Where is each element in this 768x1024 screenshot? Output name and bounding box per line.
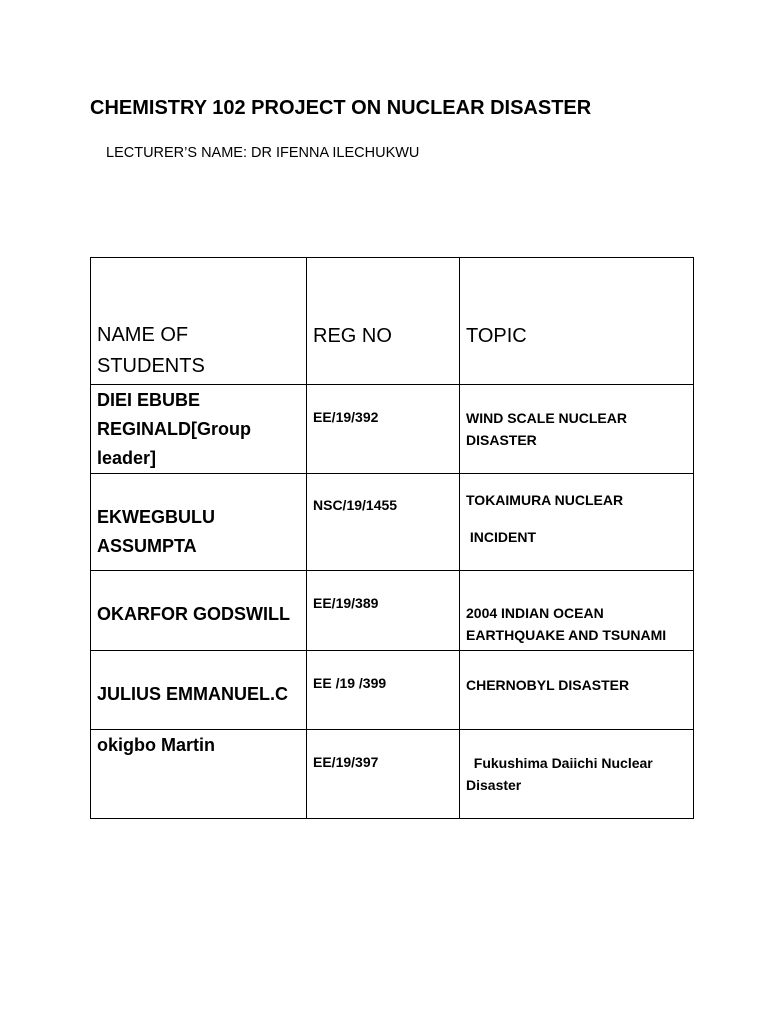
- topic-text-line-2: INCIDENT: [466, 529, 536, 545]
- students-table: [90, 257, 694, 819]
- reg-no-cell: [307, 651, 460, 730]
- student-name: DIEI EBUBE REGINALD[Group leader]: [97, 390, 251, 468]
- reg-no-cell: [307, 730, 460, 819]
- table-row: [91, 651, 694, 730]
- reg-no: NSC/19/1455: [313, 497, 398, 513]
- table-header-row: [91, 258, 694, 385]
- table-row: [91, 571, 694, 651]
- reg-no-cell: [307, 385, 460, 474]
- topic-cell: [460, 571, 694, 651]
- table-row: [91, 730, 694, 819]
- header-reg-no: REG NO: [307, 258, 460, 385]
- student-name-cell: [91, 571, 307, 651]
- reg-no: EE/19/392: [313, 409, 379, 425]
- topic-cell: [460, 385, 694, 474]
- reg-no-cell: [307, 571, 460, 651]
- topic-cell: [460, 651, 694, 730]
- reg-no: EE/19/397: [313, 754, 379, 770]
- topic-text: CHERNOBYL DISASTER: [466, 677, 630, 693]
- student-name: JULIUS EMMANUEL.C: [97, 684, 289, 704]
- reg-no-cell: [307, 474, 460, 571]
- document-title: CHEMISTRY 102 PROJECT ON NUCLEAR DISASTER: [90, 97, 592, 119]
- table-row: [91, 474, 694, 571]
- lecturer-name: LECTURER’S NAME: DR IFENNA ILECHUKWU: [106, 145, 420, 161]
- student-name-cell: [91, 474, 307, 571]
- topic-cell: [460, 474, 694, 571]
- student-name-cell: [91, 651, 307, 730]
- reg-no: EE/19/389: [313, 595, 379, 611]
- topic-text-line-1: TOKAIMURA NUCLEAR: [466, 492, 624, 508]
- topic-text: 2004 INDIAN OCEAN EARTHQUAKE AND TSUNAMI: [466, 605, 667, 643]
- header-name-of-students: NAME OF STUDENTS: [91, 258, 307, 385]
- student-name-cell: [91, 730, 307, 819]
- topic-text: WIND SCALE NUCLEAR DISASTER: [466, 410, 627, 448]
- topic-text: Fukushima Daiichi Nuclear Disaster: [466, 755, 657, 793]
- student-name-cell: [91, 385, 307, 474]
- student-name: OKARFOR GODSWILL: [97, 604, 290, 624]
- student-name: EKWEGBULU ASSUMPTA: [97, 507, 215, 556]
- student-name: okigbo Martin: [97, 735, 215, 755]
- header-topic: TOPIC: [460, 258, 694, 385]
- reg-no: EE /19 /399: [313, 675, 387, 691]
- topic-cell: [460, 730, 694, 819]
- table-row: [91, 385, 694, 474]
